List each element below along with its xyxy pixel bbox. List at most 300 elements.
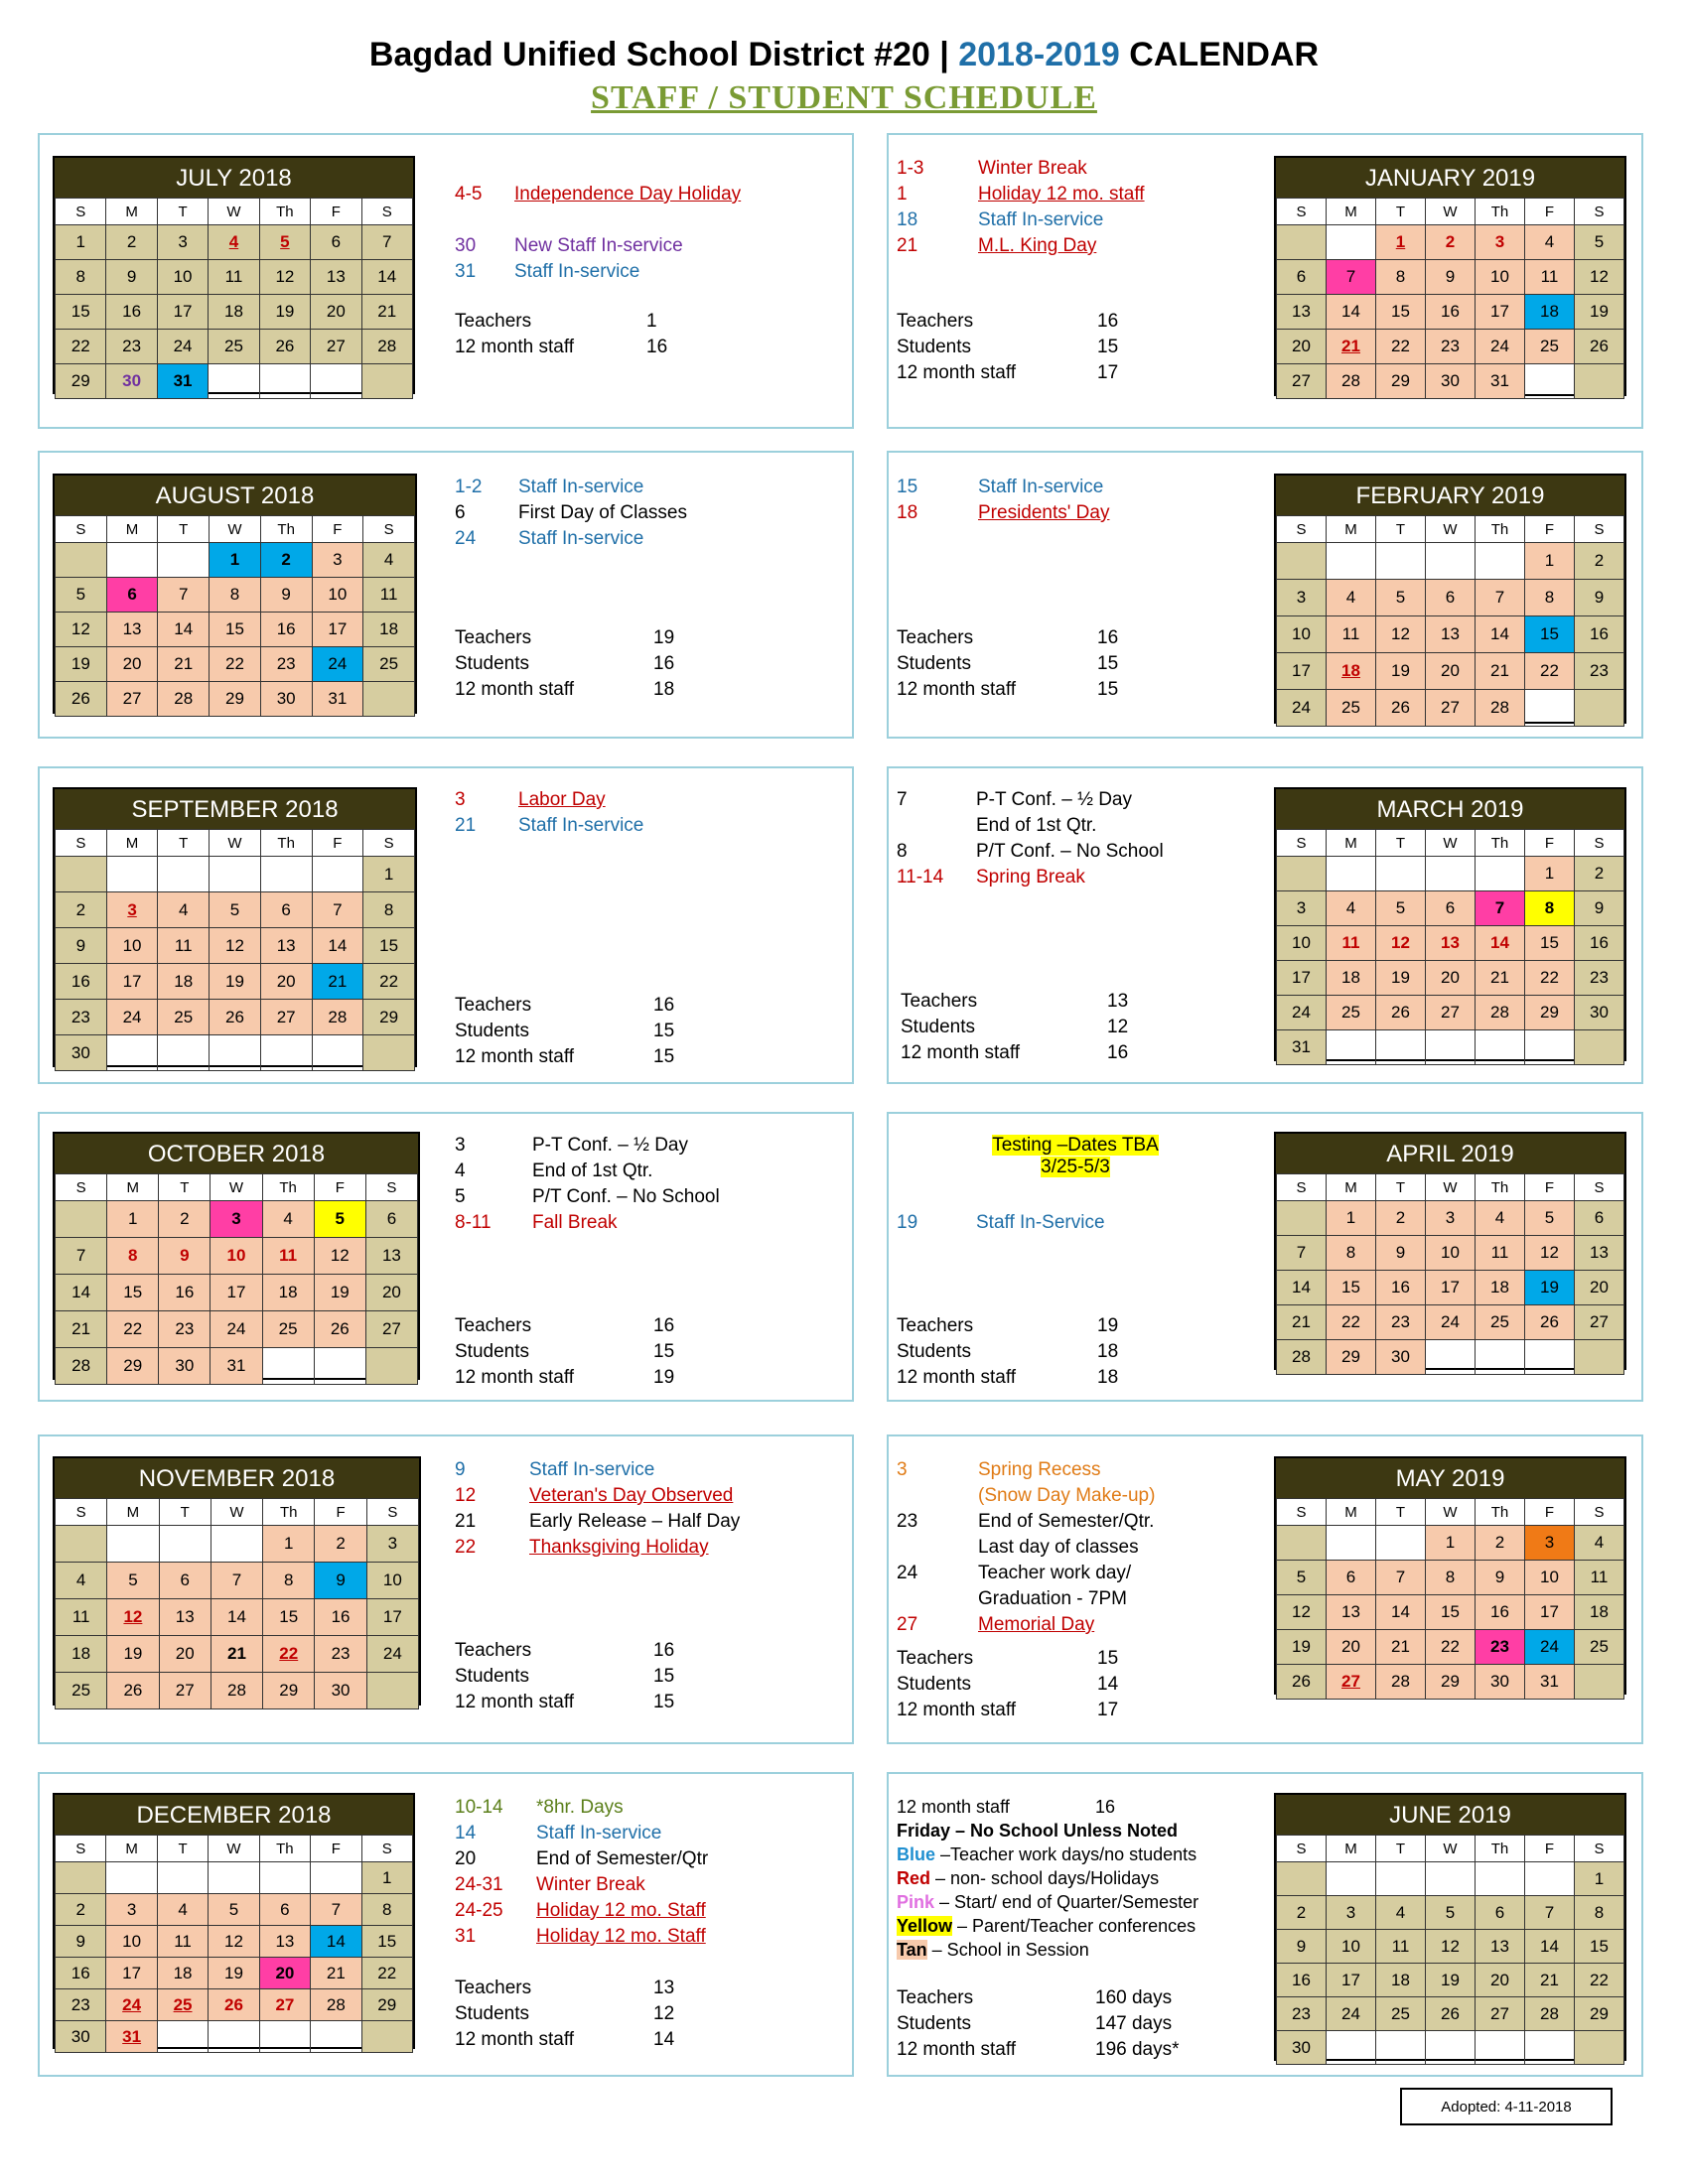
calendar-day: 15 [1426,1595,1476,1630]
calendar-day: 17 [1525,1595,1575,1630]
calendar-day [361,2021,412,2053]
calendar-day [1277,857,1327,891]
day-of-week-header: S [1575,199,1624,225]
calendar-day: 6 [365,1201,417,1238]
calendar-day: 24 [106,1000,158,1035]
calendar-day: 17 [1277,653,1327,690]
event-date: 24-31 [455,1874,503,1895]
event-row [897,1210,1274,1236]
calendar-day: 1 [1575,1862,1624,1896]
event-row [455,259,832,285]
count-value: 19 [1097,1315,1119,1336]
day-of-week-header: Th [1476,1174,1525,1201]
count-value: 18 [1097,1341,1119,1362]
day-of-week-header: S [361,1836,412,1862]
calendar-day: 31 [1476,364,1525,399]
calendar-day: 13 [1327,1595,1376,1630]
event-date: 21 [455,1511,477,1532]
calendar-day: 8 [361,1894,412,1926]
calendar-day: 27 [260,1000,312,1035]
calendar-day: 22 [107,1311,159,1348]
calendar-day: 21 [56,1311,107,1348]
calendar-day: 26 [209,1989,259,2021]
day-of-week-header: W [210,830,261,857]
calendar-day: 29 [107,1348,159,1385]
calendar-day: 10 [1525,1561,1575,1595]
count-value: 16 [1107,1042,1129,1063]
calendar-day [1575,1340,1624,1375]
day-of-week-header: M [1327,1836,1376,1862]
count-value: 14 [653,2029,675,2050]
calendar-day [1575,2031,1624,2065]
calendar-day: 9 [1575,891,1624,926]
day-of-week-header: T [159,1499,211,1526]
calendar-day [1376,2031,1426,2065]
calendar-table [55,1835,413,2053]
event-text: Labor Day [518,789,606,810]
day-counts-february-2019 [897,625,1214,703]
day-of-week-header: T [1376,1174,1426,1201]
calendar-day: 20 [159,1636,211,1673]
event-date: 15 [897,477,918,497]
count-row [897,677,1214,703]
day-of-week-header: W [1426,1836,1476,1862]
day-of-week-header: F [1525,1174,1575,1201]
calendar-day: 22 [210,647,261,682]
event-text: Staff In-service [518,528,644,549]
day-of-week-header: M [1327,516,1376,543]
legend-key: Red [897,1868,931,1888]
calendar-day: 15 [56,295,106,330]
event-text: Independence Day Holiday [514,184,742,205]
calendar-day [1277,1526,1327,1561]
calendar-day: 27 [311,330,361,364]
calendar-day: 27 [1426,996,1476,1030]
calendar-day: 5 [1525,1201,1575,1236]
calendar-day: 25 [56,1673,107,1709]
calendar-day: 30 [315,1673,366,1709]
testing-line [961,1157,1190,1178]
event-row [455,1457,832,1483]
calendar-day: 31 [312,682,363,717]
calendar-table [55,515,415,717]
calendar-day: 22 [363,964,415,1000]
day-of-week-header: S [1277,1174,1327,1201]
calendar-day: 13 [159,1599,211,1636]
legend-item [897,1843,1264,1866]
event-text: Staff In-service [978,209,1104,230]
calendar-day: 5 [56,578,107,613]
events-december-2018 [455,1795,832,1950]
calendar-day: 31 [1525,1665,1575,1700]
calendar-day [56,1526,107,1563]
calendar-day: 21 [1525,1964,1575,1997]
day-of-week-header: T [159,1174,211,1201]
event-text: End of 1st Qtr. [976,815,1097,836]
calendar-day: 21 [361,295,412,330]
calendar-day: 9 [315,1563,366,1599]
calendar-day: 30 [56,2021,106,2053]
calendar-day: 23 [1426,330,1476,364]
calendar-day: 7 [1277,1236,1327,1271]
calendar-day: 22 [1327,1305,1376,1340]
calendar-day: 9 [1277,1930,1327,1964]
calendar-day [363,1035,415,1071]
events-july-2018 [455,182,832,285]
day-of-week-header: S [361,199,412,225]
calendar-day: 17 [106,1958,157,1989]
calendar-day: 11 [1376,1930,1426,1964]
count-value: 18 [653,679,675,700]
calendar-day: 25 [1376,1997,1426,2031]
legend-text: – non- school days/Holidays [930,1868,1160,1888]
calendar-day: 21 [311,1958,361,1989]
calendar-day: 26 [314,1311,365,1348]
calendar-day: 20 [365,1275,417,1311]
calendar-day: 9 [1376,1236,1426,1271]
events-february-2019 [897,475,1274,526]
calendar-day [1476,1340,1525,1375]
calendar-day: 5 [107,1563,159,1599]
event-date: 5 [455,1186,466,1207]
calendar-day [209,364,259,399]
day-of-week-header: Th [260,830,312,857]
day-of-week-header: T [1376,199,1426,225]
events-august-2018 [455,475,832,552]
legend-block [897,1795,1264,1962]
calendar-day: 23 [1575,961,1624,996]
day-of-week-header: S [366,1499,418,1526]
calendar-day: 30 [159,1348,211,1385]
calendar-day: 25 [1575,1630,1624,1665]
event-text: Winter Break [978,158,1087,179]
day-counts-may-2019 [897,1646,1214,1723]
calendar-day: 29 [1525,996,1575,1030]
calendar-day: 4 [209,225,259,260]
calendar-day: 18 [1575,1595,1624,1630]
event-date: 9 [455,1459,466,1480]
event-date: 30 [455,235,477,256]
calendar-day: 15 [1525,616,1575,653]
event-date: 10-14 [455,1797,503,1818]
calendar-day: 16 [159,1275,211,1311]
calendar-day: 19 [259,295,310,330]
calendar-day: 7 [1476,891,1525,926]
calendar-day [1426,1862,1476,1896]
calendar-day: 8 [1575,1896,1624,1930]
legend-key: Blue [897,1844,936,1864]
count-label: Teachers [455,627,532,648]
event-date: 21 [455,815,477,836]
day-of-week-header: F [1525,1836,1575,1862]
event-row [455,1898,832,1924]
calendar-day: 9 [159,1238,211,1275]
event-text: End of 1st Qtr. [532,1160,653,1181]
calendar-day [56,857,107,892]
event-row [897,500,1274,526]
calendar-day: 26 [210,1000,261,1035]
day-of-week-header: F [312,516,363,543]
calendar-day [107,1526,159,1563]
day-of-week-header: W [209,1836,259,1862]
calendar-day: 18 [363,613,415,647]
event-date: 27 [897,1614,918,1635]
calendar-day: 25 [1327,996,1376,1030]
event-row [897,1457,1274,1483]
event-row [455,526,832,552]
calendar-day: 29 [1575,1997,1624,2031]
calendar-day: 12 [1525,1236,1575,1271]
calendar-day: 3 [1426,1201,1476,1236]
calendar-day: 25 [262,1311,314,1348]
event-text: Staff In-service [536,1823,662,1843]
calendar-day: 6 [1426,891,1476,926]
event-text: P-T Conf. – ½ Day [532,1135,688,1156]
calendar-day: 28 [1476,690,1525,727]
calendar-day: 29 [1327,1340,1376,1375]
staff-count-row [897,1795,1264,1819]
calendar-day: 23 [159,1311,211,1348]
calendar-title: JANUARY 2019 [1276,158,1624,198]
event-text: Holiday 12 mo. staff [978,184,1145,205]
legend-key: Tan [897,1940,927,1960]
legend-text: –Teacher work days/no students [935,1844,1197,1864]
count-row [455,993,773,1019]
calendar-day: 16 [1575,926,1624,961]
count-label: Teachers [455,1640,532,1661]
day-of-week-header: W [1426,1499,1476,1526]
count-label: Teachers [455,1315,532,1336]
calendar-day: 22 [56,330,106,364]
count-row [897,1339,1214,1365]
calendar-day: 28 [1376,1665,1426,1700]
calendar-day [1327,1526,1376,1561]
count-label: Teachers [901,991,978,1012]
calendar-day: 12 [107,1599,159,1636]
event-row [897,813,1274,839]
calendar-title: APRIL 2019 [1276,1134,1624,1173]
count-row [897,651,1214,677]
calendar-day: 20 [1426,961,1476,996]
calendar-day: 5 [1426,1896,1476,1930]
calendar-day: 15 [1575,1930,1624,1964]
calendar-day: 27 [365,1311,417,1348]
event-text: Holiday 12 mo. Staff [536,1900,706,1921]
calendar-day: 22 [361,1958,412,1989]
calendar-day: 14 [158,613,210,647]
event-text: Winter Break [536,1874,645,1895]
event-row [455,1795,832,1821]
calendar-day: 20 [259,1958,310,1989]
calendar-day [1525,1862,1575,1896]
calendar-day [1525,1030,1575,1065]
event-text: First Day of Classes [518,502,687,523]
calendar-day: 20 [1277,330,1327,364]
calendar-day: 3 [106,892,158,928]
day-of-week-header: S [56,1499,107,1526]
event-text: Spring Break [976,867,1085,887]
day-of-week-header: M [1327,199,1376,225]
calendar-day: 11 [363,578,415,613]
event-date: 8 [897,841,908,862]
event-date: 7 [897,789,908,810]
calendar-day: 13 [106,613,158,647]
calendar-day: 27 [1575,1305,1624,1340]
event-row [455,1535,832,1561]
calendar-day: 16 [1575,616,1624,653]
friday-note: Friday – No School Unless Noted [897,1821,1179,1841]
calendar-day: 24 [1277,996,1327,1030]
day-of-week-header: M [1327,1174,1376,1201]
event-row [455,1133,832,1159]
calendar-day: 15 [361,1926,412,1958]
calendar-day: 10 [211,1238,262,1275]
calendar-day: 4 [158,892,210,928]
calendar-day: 5 [1575,225,1624,260]
day-of-week-header: W [1426,1174,1476,1201]
day-of-week-header: T [1376,516,1426,543]
event-text: End of Semester/Qtr [536,1848,709,1869]
calendar-day: 25 [363,647,415,682]
calendar-day: 22 [1426,1630,1476,1665]
calendar-day: 7 [158,578,210,613]
calendar-day: 26 [1376,996,1426,1030]
calendar-day: 17 [1426,1271,1476,1305]
event-text: P/T Conf. – No School [532,1186,720,1207]
day-of-week-header: F [314,1174,365,1201]
testing-text: Testing –Dates TBA [992,1135,1159,1156]
calendar-day: 13 [1426,616,1476,653]
count-row [455,1044,773,1070]
event-text: Staff In-service [518,477,644,497]
count-label: Teachers [897,1648,974,1669]
day-of-week-header: S [1277,1499,1327,1526]
calendar-day: 23 [56,1989,106,2021]
calendar-day: 4 [1327,891,1376,926]
calendar-day: 6 [311,225,361,260]
event-row [897,233,1274,259]
event-row [455,1821,832,1846]
calendar-day: 1 [1376,225,1426,260]
legend-item [897,1938,1264,1962]
calendar-day: 23 [56,1000,107,1035]
calendar-day: 16 [1426,295,1476,330]
calendar-day: 29 [210,682,261,717]
calendar-day: 21 [1476,653,1525,690]
calendar-august-2018 [53,474,417,714]
calendar-day: 6 [259,1894,310,1926]
calendar-table [1276,1173,1624,1375]
day-of-week-header: T [1376,1836,1426,1862]
calendar-day: 24 [211,1311,262,1348]
day-of-week-header: T [157,1836,208,1862]
calendar-table [1276,829,1624,1065]
calendar-day: 15 [263,1599,315,1636]
event-row [897,182,1274,207]
calendar-day: 27 [1426,690,1476,727]
count-label: Students [897,653,971,674]
day-of-week-header: S [1575,516,1624,543]
calendar-day: 12 [210,928,261,964]
day-of-week-header: S [1277,516,1327,543]
calendar-day [1426,543,1476,580]
count-value: 18 [1097,1367,1119,1388]
event-text: *8hr. Days [536,1797,624,1818]
calendar-day: 16 [1376,1271,1426,1305]
event-date: 19 [897,1212,918,1233]
calendar-day [259,364,310,399]
day-of-week-header: M [106,830,158,857]
calendar-day [1476,1030,1525,1065]
event-text: Graduation - 7PM [978,1588,1127,1609]
count-value: 17 [1097,362,1119,383]
calendar-day [1525,364,1575,399]
calendar-day: 17 [312,613,363,647]
calendar-day: 20 [260,964,312,1000]
calendar-day: 27 [259,1989,310,2021]
count-value: 13 [653,1978,675,1998]
calendar-day: 30 [1575,996,1624,1030]
calendar-day: 6 [106,578,158,613]
calendar-day: 15 [1376,295,1426,330]
calendar-day: 10 [1476,260,1525,295]
calendar-day [1277,1862,1327,1896]
day-counts-september-2018 [455,993,773,1070]
count-label: Teachers [897,627,974,648]
calendar-day: 28 [312,1000,363,1035]
event-date: 3 [455,789,466,810]
calendar-day: 23 [1376,1305,1426,1340]
calendar-day [106,1035,158,1071]
count-row [897,2011,1214,2037]
calendar-day: 4 [1376,1896,1426,1930]
calendar-day: 7 [56,1238,107,1275]
day-of-week-header: S [1575,1499,1624,1526]
calendar-day [211,1526,262,1563]
calendar-day: 10 [1277,926,1327,961]
calendar-day: 12 [209,1926,259,1958]
calendar-day: 4 [1525,225,1575,260]
event-row [455,1210,832,1236]
calendar-day: 6 [1476,1896,1525,1930]
calendar-day [1327,857,1376,891]
count-row [455,625,773,651]
calendar-day: 25 [209,330,259,364]
calendar-day: 1 [210,543,261,578]
calendar-title: JULY 2018 [55,158,413,198]
legend-item [897,1914,1264,1938]
calendar-day: 8 [1525,580,1575,616]
calendar-day: 8 [363,892,415,928]
day-of-week-header: T [158,830,210,857]
event-date: 4 [455,1160,466,1181]
calendar-day: 4 [157,1894,208,1926]
calendar-day: 10 [106,1926,157,1958]
calendar-day: 17 [1277,961,1327,996]
day-of-week-header: F [311,199,361,225]
calendar-day: 22 [263,1636,315,1673]
calendar-day: 17 [211,1275,262,1311]
calendar-day: 16 [106,295,157,330]
day-counts-august-2018 [455,625,773,703]
calendar-table [55,198,413,399]
calendar-day [311,1862,361,1894]
calendar-day: 19 [1426,1964,1476,1997]
day-of-week-header: T [158,516,210,543]
count-value: 15 [653,1021,675,1041]
calendar-day: 28 [1327,364,1376,399]
calendar-day: 19 [1525,1271,1575,1305]
